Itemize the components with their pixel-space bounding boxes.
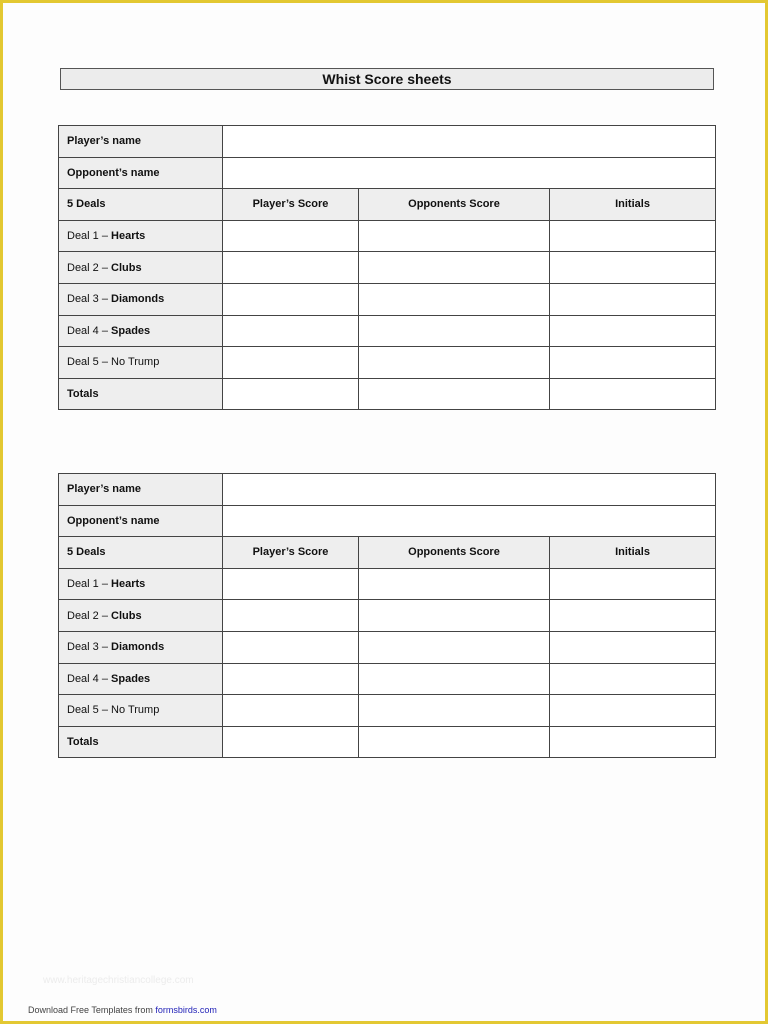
deal-row bbox=[59, 600, 716, 632]
player-name-field[interactable] bbox=[223, 126, 716, 158]
deal-suit: Spades bbox=[111, 672, 151, 685]
footer-link[interactable]: formsbirds.com bbox=[155, 1005, 217, 1015]
players-score-header: Player’s Score bbox=[223, 189, 359, 221]
totals-row bbox=[59, 378, 716, 410]
initials-total-cell[interactable] bbox=[550, 726, 716, 758]
deal-row bbox=[59, 347, 716, 379]
deal-prefix: Deal 5 – No Trump bbox=[67, 356, 160, 369]
initials-cell[interactable] bbox=[550, 220, 716, 252]
deal-label bbox=[59, 695, 223, 727]
header-row bbox=[59, 537, 716, 569]
opponents-score-cell[interactable] bbox=[359, 283, 550, 315]
deal-label bbox=[59, 252, 223, 284]
footer-text: Download Free Templates from bbox=[28, 1005, 156, 1015]
opponents-score-cell[interactable] bbox=[359, 220, 550, 252]
footer bbox=[28, 1005, 217, 1015]
opponents-score-cell[interactable] bbox=[359, 663, 550, 695]
deal-suit: Clubs bbox=[111, 609, 142, 622]
deal-row bbox=[59, 252, 716, 284]
deal-prefix: Deal 3 – bbox=[67, 641, 112, 654]
opponents-total-cell[interactable] bbox=[359, 378, 550, 410]
deal-suit: Diamonds bbox=[111, 641, 165, 654]
player-name-label: Player’s name bbox=[59, 126, 223, 158]
players-score-cell[interactable] bbox=[223, 315, 359, 347]
deal-row bbox=[59, 568, 716, 600]
opponents-score-header: Opponents Score bbox=[359, 189, 550, 221]
totals-label: Totals bbox=[59, 726, 223, 758]
players-total-cell[interactable] bbox=[223, 378, 359, 410]
deal-prefix: Deal 2 – bbox=[67, 261, 112, 274]
opponents-score-cell[interactable] bbox=[359, 252, 550, 284]
deals-header: 5 Deals bbox=[59, 189, 223, 221]
players-score-cell[interactable] bbox=[223, 695, 359, 727]
totals-label: Totals bbox=[59, 378, 223, 410]
initials-header: Initials bbox=[550, 189, 716, 221]
opponents-score-cell[interactable] bbox=[359, 600, 550, 632]
deal-label bbox=[59, 663, 223, 695]
deal-row bbox=[59, 283, 716, 315]
players-score-cell[interactable] bbox=[223, 220, 359, 252]
opponent-name-label: Opponent’s name bbox=[59, 505, 223, 537]
opponent-name-row bbox=[59, 157, 716, 189]
players-score-cell[interactable] bbox=[223, 663, 359, 695]
players-score-header: Player’s Score bbox=[223, 537, 359, 569]
deals-header: 5 Deals bbox=[59, 537, 223, 569]
initials-total-cell[interactable] bbox=[550, 378, 716, 410]
deal-suit: Hearts bbox=[111, 578, 146, 591]
deal-label bbox=[59, 315, 223, 347]
deal-label bbox=[59, 568, 223, 600]
deal-row bbox=[59, 315, 716, 347]
deal-prefix: Deal 5 – No Trump bbox=[67, 704, 160, 717]
deal-row bbox=[59, 220, 716, 252]
deal-suit: Hearts bbox=[111, 230, 146, 243]
initials-cell[interactable] bbox=[550, 663, 716, 695]
deal-suit: Spades bbox=[111, 324, 151, 337]
players-score-cell[interactable] bbox=[223, 283, 359, 315]
deal-label bbox=[59, 220, 223, 252]
initials-cell[interactable] bbox=[550, 695, 716, 727]
opponents-score-cell[interactable] bbox=[359, 568, 550, 600]
players-score-cell[interactable] bbox=[223, 347, 359, 379]
deal-suit: Clubs bbox=[111, 261, 142, 274]
deal-prefix: Deal 1 – bbox=[67, 578, 112, 591]
players-score-cell[interactable] bbox=[223, 600, 359, 632]
deal-label bbox=[59, 600, 223, 632]
opponents-score-cell[interactable] bbox=[359, 631, 550, 663]
deal-label bbox=[59, 631, 223, 663]
initials-header: Initials bbox=[550, 537, 716, 569]
opponents-score-cell[interactable] bbox=[359, 695, 550, 727]
opponent-name-row bbox=[59, 505, 716, 537]
opponent-name-field[interactable] bbox=[223, 505, 716, 537]
deal-row bbox=[59, 695, 716, 727]
deal-label bbox=[59, 347, 223, 379]
players-score-cell[interactable] bbox=[223, 631, 359, 663]
deal-prefix: Deal 4 – bbox=[67, 672, 112, 685]
players-total-cell[interactable] bbox=[223, 726, 359, 758]
initials-cell[interactable] bbox=[550, 252, 716, 284]
totals-row bbox=[59, 726, 716, 758]
opponent-name-label: Opponent’s name bbox=[59, 157, 223, 189]
score-table-2 bbox=[58, 473, 716, 758]
initials-cell[interactable] bbox=[550, 631, 716, 663]
deal-suit: Diamonds bbox=[111, 293, 165, 306]
watermark: www.heritagechristiancollege.com bbox=[43, 975, 194, 986]
opponents-score-cell[interactable] bbox=[359, 315, 550, 347]
deal-row bbox=[59, 631, 716, 663]
header-row bbox=[59, 189, 716, 221]
page-title: Whist Score sheets bbox=[60, 68, 714, 90]
players-score-cell[interactable] bbox=[223, 252, 359, 284]
deal-label bbox=[59, 283, 223, 315]
initials-cell[interactable] bbox=[550, 600, 716, 632]
deal-prefix: Deal 3 – bbox=[67, 293, 112, 306]
opponents-total-cell[interactable] bbox=[359, 726, 550, 758]
initials-cell[interactable] bbox=[550, 283, 716, 315]
player-name-row bbox=[59, 126, 716, 158]
score-table-1 bbox=[58, 125, 716, 410]
deal-row bbox=[59, 663, 716, 695]
initials-cell[interactable] bbox=[550, 315, 716, 347]
opponent-name-field[interactable] bbox=[223, 157, 716, 189]
deal-prefix: Deal 1 – bbox=[67, 230, 112, 243]
player-name-label: Player’s name bbox=[59, 474, 223, 506]
player-name-row bbox=[59, 474, 716, 506]
initials-cell[interactable] bbox=[550, 347, 716, 379]
initials-cell[interactable] bbox=[550, 568, 716, 600]
player-name-field[interactable] bbox=[223, 474, 716, 506]
opponents-score-header: Opponents Score bbox=[359, 537, 550, 569]
deal-prefix: Deal 2 – bbox=[67, 609, 112, 622]
players-score-cell[interactable] bbox=[223, 568, 359, 600]
deal-prefix: Deal 4 – bbox=[67, 324, 112, 337]
opponents-score-cell[interactable] bbox=[359, 347, 550, 379]
